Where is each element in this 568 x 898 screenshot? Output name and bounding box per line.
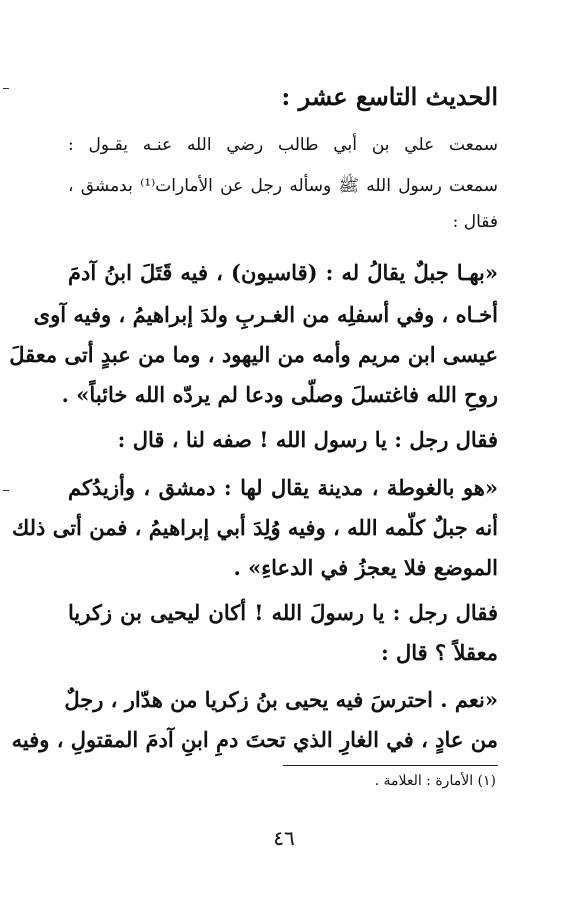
- text-line: فقال :: [452, 212, 498, 232]
- text-line: سمعت رسول الله ﷺ وسأله رجل عن الأمارات⁽¹⁾ بدمشق ،: [68, 176, 498, 196]
- text-line: «هو بالغوطة ، مدينة يقال لها : دمشق ، وأزيدُكم: [68, 475, 498, 500]
- text-line: من عادٍ ، في الغارِ الذي تحتَ دمِ ابنِ آدمَ المقتولِ ، وفيه: [11, 727, 498, 752]
- page-edge-mark-middle: [3, 490, 9, 491]
- text-line: «نعم . احترسَ فيه يحيى بنُ زكريا من هدّار ، رجلٌ: [64, 687, 498, 712]
- page-number: ٤٦: [273, 826, 295, 850]
- text-line: فقال رجل : يا رسول الله ! صفه لنا ، قال :: [117, 427, 498, 452]
- text-line: فقال رجل : يا رسولَ الله ! أكان ليحيى بن زكريا: [68, 600, 498, 625]
- footnote: (١) الأمارة : العلامة .: [374, 773, 496, 789]
- text-line: أخـاه ، وفي أسفلِه من الغـربِ ولدَ إبراهيمُ ، وفيه آوى: [33, 302, 498, 327]
- text-line: معقلاً ؟ قال :: [380, 640, 498, 665]
- hadith-heading: الحديث التاسع عشر :: [281, 82, 498, 111]
- text-line: روحِ الله فاغتسلَ وصلّى ودعا لم يردّه الله خائباً» .: [61, 382, 498, 407]
- footnote-separator: [283, 765, 498, 766]
- text-line: «بهـا جبلٌ يقالُ له : (قاسيون) ، فيه قَتَلَ ابنُ آدمَ: [68, 260, 498, 285]
- text-line: سمعت علي بن أبي طالب رضي الله عنـه يقـول :: [68, 135, 498, 155]
- text-line: أنه جبلٌ كلّمه الله ، وفيه وُلِدَ أبي إبراهيمُ ، فمن أتى ذلك: [11, 515, 498, 540]
- text-line: الموضع فلا يعجزُ في الدعاءِ» .: [233, 555, 498, 580]
- page-edge-mark-top: [3, 88, 9, 89]
- text-line: عيسى ابن مريم وأمه من اليهود ، وما من عبدٍ أتى معقلَ: [9, 342, 498, 367]
